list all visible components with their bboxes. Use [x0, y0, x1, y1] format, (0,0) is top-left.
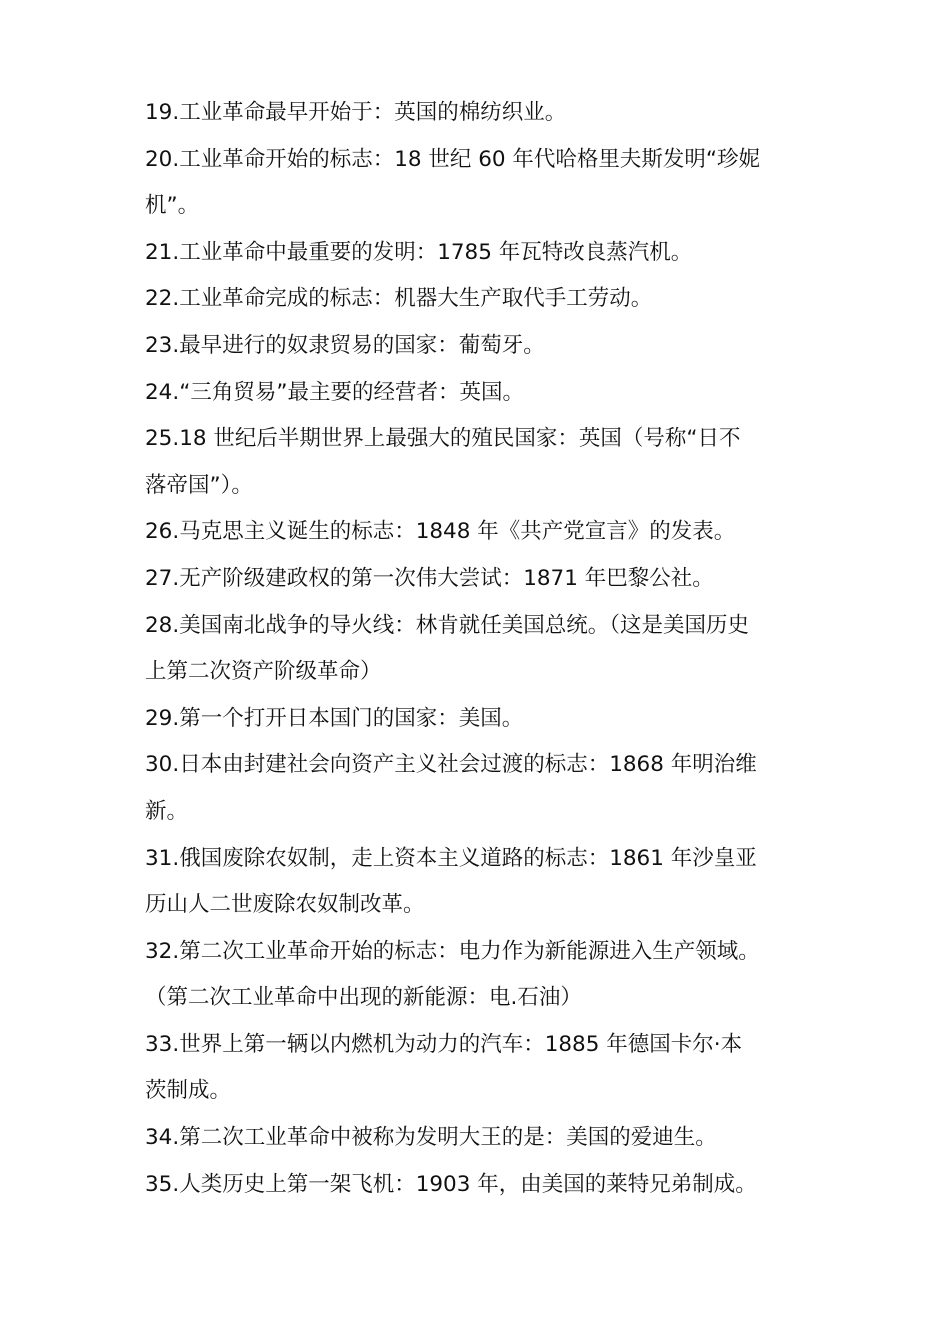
text-line: 32.第二次工业革命开始的标志：电力作为新能源进入生产领域。	[145, 938, 760, 964]
text-line: 新。	[145, 798, 189, 824]
text-line: 20.工业革命开始的标志：18 世纪 60 年代哈格里夫斯发明“珍妮	[145, 146, 761, 172]
text-line: 23.最早进行的奴隶贸易的国家：葡萄牙。	[145, 332, 545, 358]
text-line: 29.第一个打开日本国门的国家：美国。	[145, 705, 524, 731]
text-line: 31.俄国废除农奴制，走上资本主义道路的标志：1861 年沙皇亚	[145, 845, 757, 871]
text-line: 34.第二次工业革命中被称为发明大王的是：美国的爱迪生。	[145, 1125, 717, 1151]
document-body	[145, 90, 813, 1208]
text-line: 落帝国”）。	[145, 472, 253, 498]
text-line: 26.马克思主义诞生的标志：1848 年《共产党宣言》的发表。	[145, 519, 736, 545]
text-line: 28.美国南北战争的导火线：林肯就任美国总统。（这是美国历史	[145, 612, 749, 638]
text-line: 24.“三角贸易”最主要的经营者：英国。	[145, 379, 524, 405]
text-line: 上第二次资产阶级革命）	[145, 659, 382, 685]
text-line: 25.18 世纪后半期世界上最强大的殖民国家：英国（号称“日不	[145, 426, 741, 452]
text-line: 33.世界上第一辆以内燃机为动力的汽车：1885 年德国卡尔·本	[145, 1031, 743, 1057]
text-line: 19.工业革命最早开始于：英国的棉纺织业。	[145, 100, 567, 125]
text-line: 21.工业革命中最重要的发明：1785 年瓦特改良蒸汽机。	[145, 239, 693, 265]
text-line: 历山人二世废除农奴制改革。	[145, 892, 425, 918]
text-line: 机”。	[145, 193, 200, 219]
text-line: （第二次工业革命中出现的新能源：电.石油）	[145, 985, 582, 1011]
text-line: 30.日本由封建社会向资产主义社会过渡的标志：1868 年明治维	[145, 752, 757, 778]
text-line: 22.工业革命完成的标志：机器大生产取代手工劳动。	[145, 286, 653, 312]
text-line: 茨制成。	[145, 1078, 232, 1104]
text-line: 27.无产阶级建政权的第一次伟大尝试：1871 年巴黎公社。	[145, 565, 714, 591]
text-line: 35.人类历史上第一架飞机：1903 年，由美国的莱特兄弟制成。	[145, 1171, 757, 1197]
